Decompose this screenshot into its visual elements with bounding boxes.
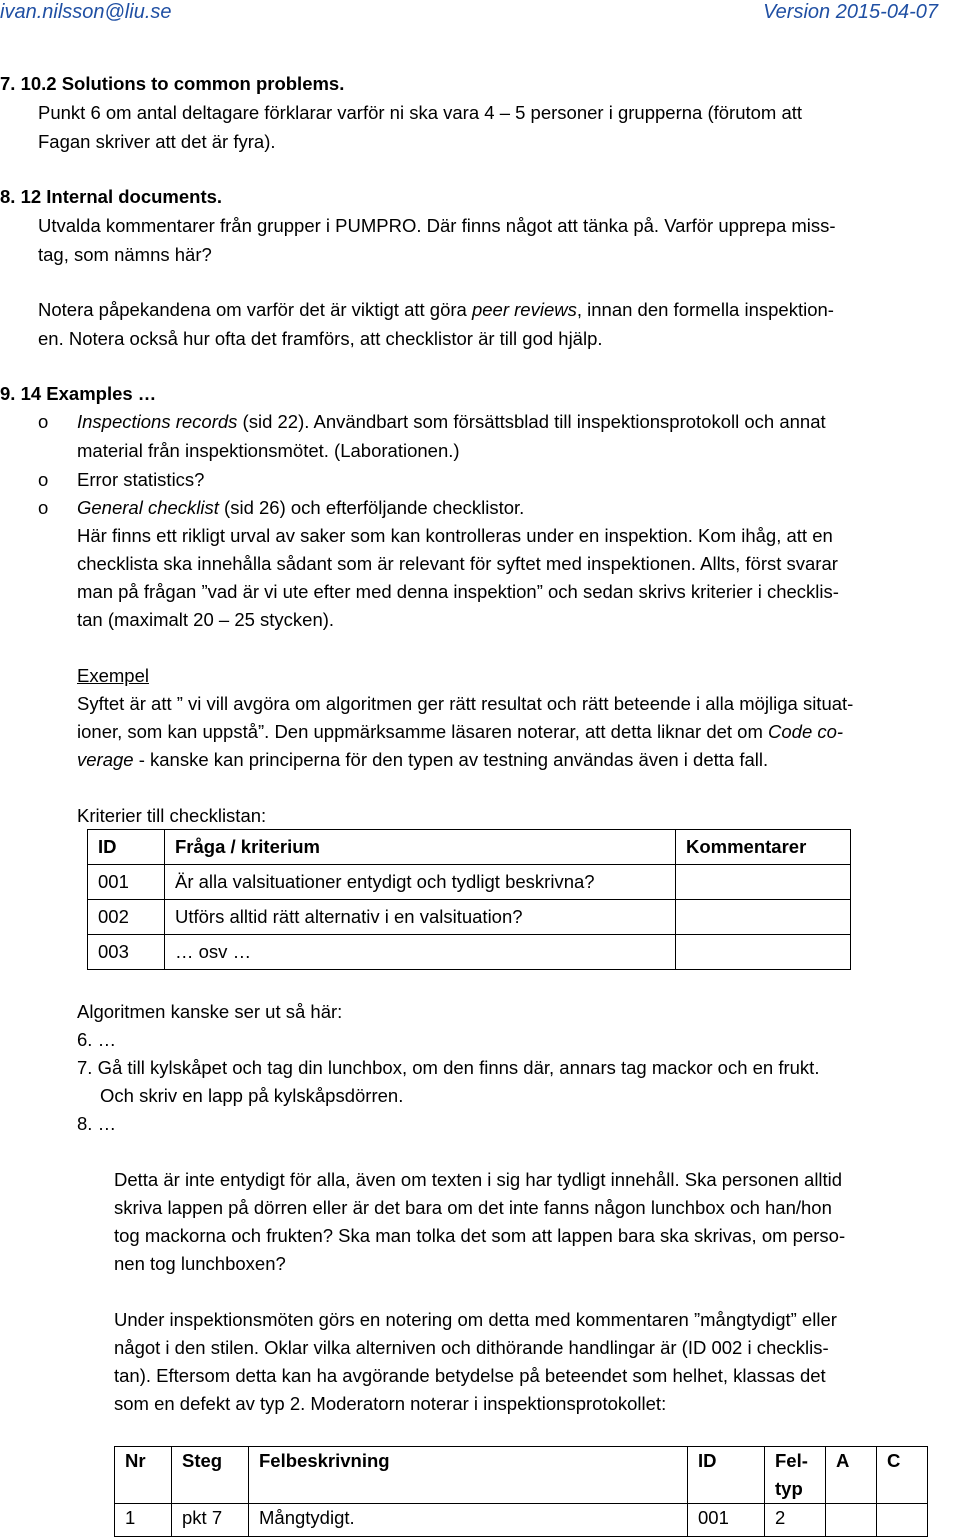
bullet-icon: o bbox=[38, 469, 49, 490]
algorithm-step-7: 7. Gå till kylskåpet och tag din lunchbox, om den finns där, annars tag mackor och en frukt. bbox=[77, 1057, 820, 1078]
checklist-para-line: tan (maximalt 20 – 25 stycken). bbox=[77, 609, 335, 630]
example-item-3 bbox=[77, 494, 524, 523]
table-cell: pkt 7 bbox=[172, 1504, 249, 1537]
criteria-table bbox=[87, 829, 851, 970]
exempel-italic: verage bbox=[77, 749, 134, 770]
item-italic: Inspections records bbox=[77, 411, 238, 432]
table-cell: 003 bbox=[88, 935, 165, 970]
item-text: (sid 26) och efterföljande checklistor. bbox=[218, 497, 525, 518]
section-8-line: Utvalda kommentarer från grupper i PUMPRO. Där finns något att tänka på. Varför upprepa miss- bbox=[38, 215, 836, 236]
discussion-line: skriva lappen på dörren eller är det bara om det inte fanns någon lunchbox och han/hon bbox=[114, 1197, 832, 1218]
header-cell: Kommentarer bbox=[676, 830, 851, 865]
header-cell: Fråga / kriterium bbox=[165, 830, 676, 865]
example-item-1 bbox=[77, 408, 826, 437]
section-7-heading: 7. 10.2 Solutions to common problems. bbox=[0, 73, 345, 94]
discussion-line: Under inspektionsmöten görs en notering om detta med kommentaren ”mångtydigt” eller bbox=[114, 1309, 837, 1330]
header-cell: Steg bbox=[172, 1447, 249, 1504]
example-item-2: Error statistics? bbox=[77, 469, 205, 490]
header-cell: A bbox=[826, 1447, 877, 1504]
algorithm-step-6: 6. … bbox=[77, 1029, 117, 1050]
header-cell-feltyp bbox=[765, 1447, 826, 1504]
table-cell: Mångtydigt. bbox=[249, 1504, 688, 1537]
table-row bbox=[88, 900, 851, 935]
table-cell: 001 bbox=[88, 865, 165, 900]
feltyp-line: Fel- bbox=[775, 1450, 808, 1471]
note-italic: peer reviews bbox=[471, 299, 577, 320]
section-8-line: tag, som nämns här? bbox=[38, 244, 212, 265]
exempel-text: ioner, som kan uppstå”. Den uppmärksamme läsaren noterar, att detta liknar det om bbox=[77, 721, 769, 742]
table-cell bbox=[826, 1504, 877, 1537]
section-7-line: Fagan skriver att det är fyra). bbox=[38, 131, 276, 152]
bullet-icon: o bbox=[38, 411, 49, 432]
note-text: Notera påpekandena om varför det är viktigt att göra bbox=[38, 299, 472, 320]
table-row bbox=[88, 865, 851, 900]
exempel-line: Syftet är att ” vi vill avgöra om algoritmen ger rätt resultat och rätt beteende i alla möjliga situat- bbox=[77, 693, 854, 714]
item-text: (sid 22). Användbart som försättsblad till inspektionsprotokoll och annat bbox=[237, 411, 826, 432]
header-cell: ID bbox=[688, 1447, 765, 1504]
discussion-line: tan). Eftersom detta kan ha avgörande betydelse på beteendet som helhet, klassas det bbox=[114, 1365, 826, 1386]
section-8-note bbox=[38, 296, 834, 325]
exempel-title: Exempel bbox=[77, 665, 149, 686]
example-item-1-line2: material från inspektionsmötet. (Laborationen.) bbox=[77, 440, 460, 461]
criteria-label: Kriterier till checklistan: bbox=[77, 805, 267, 826]
discussion-line: Detta är inte entydigt för alla, även om texten i sig har tydligt innehåll. Ska personen alltid bbox=[114, 1169, 843, 1190]
discussion-line: tog mackorna och frukten? Ska man tolka det som att lappen bara ska skrivas, om perso- bbox=[114, 1225, 846, 1246]
section-9-heading: 9. 14 Examples … bbox=[0, 383, 157, 404]
header-email: ivan.nilsson@liu.se bbox=[0, 1, 172, 23]
table-header-row bbox=[115, 1447, 928, 1504]
checklist-para-line: Här finns ett rikligt urval av saker som kan kontrolleras under en inspektion. Kom ihåg, att en bbox=[77, 525, 833, 546]
table-cell: 2 bbox=[765, 1504, 826, 1537]
section-8-heading: 8. 12 Internal documents. bbox=[0, 186, 223, 207]
table-row bbox=[88, 935, 851, 970]
table-cell: Utförs alltid rätt alternativ i en valsituation? bbox=[165, 900, 676, 935]
table-cell bbox=[676, 865, 851, 900]
header-version: Version 2015-04-07 bbox=[763, 1, 938, 23]
table-cell: … osv … bbox=[165, 935, 676, 970]
header-cell: Nr bbox=[115, 1447, 172, 1504]
section-8-note-line2: en. Notera också hur ofta det framförs, att checklistor är till god hjälp. bbox=[38, 328, 603, 349]
algorithm-step-7-line2: Och skriv en lapp på kylskåpsdörren. bbox=[100, 1085, 404, 1106]
discussion-line: något i den stilen. Oklar vilka alterniven och dithörande handlingar är (ID 002 i checklis- bbox=[114, 1337, 829, 1358]
exempel-line bbox=[77, 718, 843, 747]
header-cell: Felbeskrivning bbox=[249, 1447, 688, 1504]
table-cell: Är alla valsituationer entydigt och tydligt beskrivna? bbox=[165, 865, 676, 900]
table-cell bbox=[877, 1504, 928, 1537]
table-header-row bbox=[88, 830, 851, 865]
table-cell: 001 bbox=[688, 1504, 765, 1537]
table-cell: 1 bbox=[115, 1504, 172, 1537]
exempel-italic: Code co- bbox=[768, 721, 844, 742]
note-text: , innan den formella inspektion- bbox=[576, 299, 834, 320]
item-italic: General checklist bbox=[77, 497, 219, 518]
header-cell: C bbox=[877, 1447, 928, 1504]
section-7-line: Punkt 6 om antal deltagare förklarar varför ni ska vara 4 – 5 personer i grupperna (förutom att bbox=[38, 102, 803, 123]
exempel-text: - kanske kan principerna för den typen av testning användas även i detta fall. bbox=[133, 749, 769, 770]
table-row bbox=[115, 1504, 928, 1537]
table-cell bbox=[676, 935, 851, 970]
checklist-para-line: checklista ska innehålla sådant som är relevant för syftet med inspektionen. Allts, först svarar bbox=[77, 553, 838, 574]
discussion-line: som en defekt av typ 2. Moderatorn noterar i inspektionsprotokollet: bbox=[114, 1393, 667, 1414]
header-cell: ID bbox=[88, 830, 165, 865]
discussion-line: nen tog lunchboxen? bbox=[114, 1253, 286, 1274]
algorithm-label: Algoritmen kanske ser ut så här: bbox=[77, 1001, 343, 1022]
bullet-icon: o bbox=[38, 497, 49, 518]
feltyp-line: typ bbox=[775, 1478, 803, 1499]
checklist-para-line: man på frågan ”vad är vi ute efter med denna inspektion” och sedan skrivs kriterier i checklis- bbox=[77, 581, 839, 602]
exempel-line bbox=[77, 746, 768, 775]
algorithm-step-8: 8. … bbox=[77, 1113, 117, 1134]
table-cell: 002 bbox=[88, 900, 165, 935]
table-cell bbox=[676, 900, 851, 935]
protocol-table bbox=[114, 1446, 928, 1537]
